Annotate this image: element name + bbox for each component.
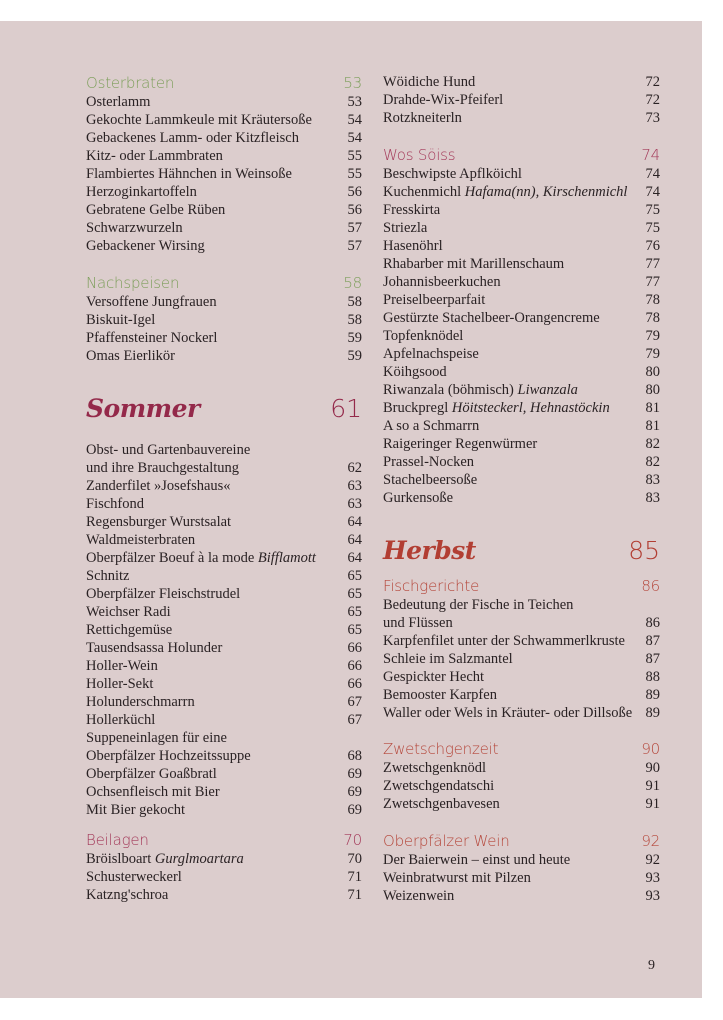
toc-list [86,850,362,904]
entry-page-number: 77 [645,274,660,290]
entry-page-number: 66 [347,640,362,656]
toc-entry[interactable] [383,417,660,435]
entry-title: Drahde-Wix-Pfeiferl [383,92,504,108]
entry-page-number: 65 [347,622,362,638]
toc-entry[interactable] [383,219,660,237]
toc-entry[interactable] [383,668,660,686]
toc-entry[interactable] [86,783,362,801]
toc-entry[interactable] [86,693,362,711]
toc-entry[interactable] [86,441,362,459]
entry-title: Holunderschmarrn [86,694,195,710]
toc-entry[interactable] [86,657,362,675]
toc-entry[interactable] [86,747,362,765]
toc-entry[interactable] [383,686,660,704]
entry-title: Gestürzte Stachelbeer-Orangencreme [383,310,600,326]
subheading-fischgerichte[interactable]: Fischgerichte 86 [383,577,660,595]
toc-entry[interactable] [86,585,362,603]
entry-title-group [86,549,316,567]
toc-entry[interactable] [86,183,362,201]
entry-title: Suppeneinlagen für eine [86,730,227,746]
entry-page-number: 81 [645,418,660,434]
toc-entry[interactable] [86,459,362,477]
entry-page-number: 79 [645,346,660,362]
entry-title: Schleie im Salzmantel [383,651,513,667]
entry-title-italic: Bifflamott [257,550,316,566]
entry-page-number: 59 [347,330,362,346]
toc-entry[interactable] [383,381,660,399]
entry-page-number: 72 [645,74,660,90]
entry-title: Weichser Radi [86,604,171,620]
entry-title-group [383,183,627,201]
toc-entry[interactable] [86,711,362,729]
toc-list [86,293,362,365]
toc-list [383,165,660,507]
toc-entry[interactable] [383,73,660,91]
entry-page-number: 83 [645,490,660,506]
entry-title: Schnitz [86,568,130,584]
entry-page-number: 67 [347,712,362,728]
toc-entry[interactable] [86,147,362,165]
entry-title: Bruckpregl [383,400,452,416]
entry-title: Gebackenes Lamm- oder Kitzfleisch [86,130,299,146]
entry-page-number: 65 [347,604,362,620]
toc-entry[interactable] [383,91,660,109]
entry-title: Bröislboart [86,851,155,867]
toc-entry[interactable] [383,309,660,327]
entry-page-number: 92 [645,852,660,868]
entry-title: Stachelbeersoße [383,472,478,488]
toc-entry[interactable] [86,219,362,237]
toc-entry[interactable] [383,183,660,201]
section-oberpfaelzer-wein [383,831,660,905]
entry-title: Oberpfälzer Goaßbratl [86,766,217,782]
entry-page-number: 66 [347,658,362,674]
toc-list [383,851,660,905]
entry-title: Regensburger Wurstsalat [86,514,232,530]
toc-entry[interactable] [86,801,362,819]
entry-page-number: 93 [645,870,660,886]
entry-title: Tausendsassa Holunder [86,640,223,656]
entry-page-number: 64 [347,532,362,548]
toc-entry[interactable] [383,777,660,795]
toc-entry[interactable] [383,327,660,345]
toc-entry[interactable] [383,273,660,291]
toc-entry[interactable] [383,614,660,632]
entry-page-number: 89 [645,705,660,721]
entry-page-number: 91 [645,778,660,794]
section-nachspeisen [86,273,362,365]
entry-page-number: 78 [645,310,660,326]
entry-page-number: 64 [347,550,362,566]
toc-entry[interactable] [86,111,362,129]
page-number: 9 [648,958,655,973]
entry-page-number: 67 [347,694,362,710]
entry-title: Hollerküchl [86,712,156,728]
entry-page-number: 56 [347,184,362,200]
entry-page-number: 86 [645,615,660,631]
entry-page-number: 74 [645,184,660,200]
entry-title: Waller oder Wels in Kräuter- oder Dillsoße [383,705,633,721]
entry-page-number: 54 [347,130,362,146]
entry-page-number: 58 [347,312,362,328]
toc-entry[interactable] [86,347,362,365]
toc-entry[interactable] [383,759,660,777]
entry-title: und ihre Brauchgestaltung [86,460,240,476]
entry-page-number: 78 [645,292,660,308]
toc-entry[interactable] [383,345,660,363]
entry-title: Zwetschgenbavesen [383,796,500,812]
toc-entry[interactable] [383,291,660,309]
section-wos-soiss [383,145,660,507]
toc-entry[interactable] [383,704,660,722]
entry-page-number: 74 [645,166,660,182]
entry-page-number: 80 [645,382,660,398]
entry-page-number: 75 [645,220,660,236]
entry-title: Waldmeisterbraten [86,532,196,548]
toc-entry[interactable] [383,596,660,614]
toc-entry[interactable] [86,675,362,693]
subheading-oberpfaelzer-wein[interactable]: Oberpfälzer Wein 92 [383,832,660,850]
entry-title: Zwetschgenknödl [383,760,487,776]
entry-page-number: 70 [347,851,362,867]
toc-entry[interactable] [86,165,362,183]
toc-entry[interactable] [86,729,362,747]
entry-title: Prassel-Nocken [383,454,475,470]
toc-entry[interactable] [383,255,660,273]
toc-entry[interactable] [86,201,362,219]
entry-title: Topfenknödel [383,328,464,344]
entry-title: Oberpfälzer Fleischstrudel [86,586,241,602]
entry-page-number: 58 [347,294,362,310]
entry-title: Gekochte Lammkeule mit Kräutersoße [86,112,312,128]
entry-page-number: 88 [645,669,660,685]
toc-entry[interactable] [383,795,660,813]
entry-title-italic: Gurglmoartara [154,851,244,867]
entry-title: Holler-Wein [86,658,158,674]
subheading-osterbraten[interactable]: Osterbraten 53 [86,74,362,92]
entry-title: Striezla [383,220,428,236]
season-heading-sommer[interactable]: Sommer 61 [86,394,362,423]
entry-page-number: 81 [645,400,660,416]
entry-page-number: 56 [347,202,362,218]
toc-entry[interactable] [383,887,660,905]
toc-entry[interactable] [86,886,362,904]
entry-title: Karpfenfilet unter der Schwammerlkruste [383,633,625,649]
toc-entry[interactable] [383,453,660,471]
toc-entry[interactable] [383,363,660,381]
toc-entry[interactable] [383,237,660,255]
toc-entry[interactable] [86,868,362,886]
entry-title: Preiselbeerparfait [383,292,486,308]
section-herbst [383,533,660,569]
toc-list [383,73,660,127]
toc-entry[interactable] [383,851,660,869]
entry-title: Bedeutung der Fische in Teichen [383,597,574,613]
entry-page-number: 63 [347,496,362,512]
toc-entry[interactable] [383,435,660,453]
entry-title: Fresskirta [383,202,441,218]
entry-page-number: 54 [347,112,362,128]
entry-page-number: 71 [347,887,362,903]
entry-page-number: 55 [347,148,362,164]
entry-page-number: 87 [645,633,660,649]
entry-page-number: 87 [645,651,660,667]
section-continued [383,73,660,127]
entry-title: Raigeringer Regenwürmer [383,436,538,452]
toc-entry[interactable] [86,93,362,111]
entry-title: Kuchenmichl [383,184,465,200]
entry-title: Pfaffensteiner Nockerl [86,330,218,346]
entry-title: Weizenwein [383,888,455,904]
toc-list [86,93,362,255]
toc-entry[interactable] [86,495,362,513]
entry-title: Rhabarber mit Marillenschaum [383,256,565,272]
section-zwetschgenzeit [383,739,660,813]
entry-title-italic: Höitsteckerl, Hehnastöckin [451,400,610,416]
entry-page-number: 83 [645,472,660,488]
entry-title: Ochsenfleisch mit Bier [86,784,220,800]
entry-page-number: 75 [645,202,660,218]
toc-entry[interactable] [383,650,660,668]
book-page [0,21,702,998]
entry-title: Obst- und Gartenbauvereine [86,442,251,458]
toc-entry[interactable] [86,293,362,311]
entry-page-number: 57 [347,220,362,236]
entry-title: Riwanzala (böhmisch) [383,382,518,398]
section-sommer [86,391,362,819]
entry-page-number: 65 [347,586,362,602]
entry-title: Der Baierwein – einst und heute [383,852,571,868]
entry-title-italic: Hafama(nn), Kirschenmichl [464,184,628,200]
entry-title: Oberpfälzer Boeuf à la mode [86,550,258,566]
entry-page-number: 93 [645,888,660,904]
subheading-wos-soiss[interactable]: Wos Söiss 74 [383,146,660,164]
toc-entry[interactable] [86,531,362,549]
subheading-beilagen[interactable]: Beilagen 70 [86,831,362,849]
toc-entry[interactable] [86,621,362,639]
entry-page-number: 77 [645,256,660,272]
toc-entry[interactable] [86,477,362,495]
entry-page-number: 55 [347,166,362,182]
toc-entry[interactable] [383,201,660,219]
entry-title: Johannisbeerkuchen [383,274,501,290]
entry-page-number: 79 [645,328,660,344]
toc-entry[interactable] [383,471,660,489]
toc-entry[interactable] [383,109,660,127]
entry-title: Osterlamm [86,94,151,110]
entry-title: Holler-Sekt [86,676,154,692]
toc-entry[interactable] [86,237,362,255]
entry-page-number: 76 [645,238,660,254]
entry-title: Gespickter Hecht [383,669,485,685]
entry-title-group [383,381,578,399]
entry-title: und Flüssen [383,615,453,631]
entry-page-number: 64 [347,514,362,530]
entry-page-number: 62 [347,460,362,476]
toc-entry[interactable] [383,489,660,507]
toc-entry[interactable] [86,513,362,531]
toc-entry[interactable] [86,567,362,585]
toc-entry[interactable] [86,603,362,621]
toc-entry[interactable] [86,311,362,329]
entry-page-number: 82 [645,454,660,470]
entry-title-italic: Liwanzala [517,382,578,398]
toc-list [383,596,660,722]
entry-title: Hasenöhrl [383,238,443,254]
entry-title: Katzng'schroa [86,887,169,903]
entry-title: Bemooster Karpfen [383,687,497,703]
entry-page-number: 72 [645,92,660,108]
entry-title: Herzoginkartoffeln [86,184,197,200]
entry-title: Gurkensoße [383,490,454,506]
section-osterbraten [86,73,362,255]
entry-title: Beschwipste Apflköichl [383,166,522,182]
toc-entry[interactable] [383,869,660,887]
toc-entry[interactable] [86,765,362,783]
toc-entry[interactable] [383,632,660,650]
entry-title: Schusterweckerl [86,869,182,885]
subheading-nachspeisen[interactable]: Nachspeisen 58 [86,274,362,292]
entry-title: Oberpfälzer Hochzeitssuppe [86,748,251,764]
entry-title: Flambiertes Hähnchen in Weinsoße [86,166,292,182]
entry-title: Mit Bier gekocht [86,802,186,818]
entry-title: Gebratene Gelbe Rüben [86,202,226,218]
toc-entry[interactable] [383,165,660,183]
entry-title-group [383,399,610,417]
toc-list [86,441,362,819]
toc-entry[interactable] [383,399,660,417]
entry-page-number: 73 [645,110,660,126]
entry-title: Versoffene Jungfrauen [86,294,217,310]
entry-title: Zwetschgendatschi [383,778,495,794]
entry-title: Apfelnachspeise [383,346,479,362]
entry-page-number: 80 [645,364,660,380]
entry-title: Biskuit-Igel [86,312,156,328]
entry-page-number: 53 [347,94,362,110]
entry-title: Rotzkneiterln [383,110,462,126]
toc-entry[interactable] [86,549,362,567]
entry-page-number: 69 [347,784,362,800]
section-fischgerichte [383,576,660,722]
entry-title: Wöidiche Hund [383,74,476,90]
entry-page-number: 90 [645,760,660,776]
entry-page-number: 69 [347,802,362,818]
entry-title: Schwarzwurzeln [86,220,183,236]
entry-title-group [86,850,244,868]
entry-title: Gebackener Wirsing [86,238,205,254]
entry-page-number: 69 [347,766,362,782]
entry-page-number: 63 [347,478,362,494]
toc-entry[interactable] [86,129,362,147]
entry-page-number: 59 [347,348,362,364]
entry-page-number: 66 [347,676,362,692]
toc-entry[interactable] [86,329,362,347]
entry-title: A so a Schmarrn [383,418,480,434]
entry-page-number: 89 [645,687,660,703]
entry-title: Zanderfilet »Josefshaus« [86,478,231,494]
entry-title: Weinbratwurst mit Pilzen [383,870,531,886]
subheading-zwetschgenzeit[interactable]: Zwetschgenzeit 90 [383,740,660,758]
entry-page-number: 71 [347,869,362,885]
season-heading-herbst[interactable]: Herbst 85 [383,536,660,565]
entry-page-number: 68 [347,748,362,764]
toc-entry[interactable] [86,850,362,868]
entry-title: Köihgsood [383,364,447,380]
entry-title: Fischfond [86,496,144,512]
entry-page-number: 91 [645,796,660,812]
entry-page-number: 65 [347,568,362,584]
entry-title: Rettichgemüse [86,622,173,638]
entry-title: Omas Eierlikör [86,348,175,364]
entry-page-number: 82 [645,436,660,452]
entry-page-number: 57 [347,238,362,254]
toc-entry[interactable] [86,639,362,657]
section-beilagen [86,830,362,904]
toc-list [383,759,660,813]
entry-title: Kitz- oder Lammbraten [86,148,223,164]
